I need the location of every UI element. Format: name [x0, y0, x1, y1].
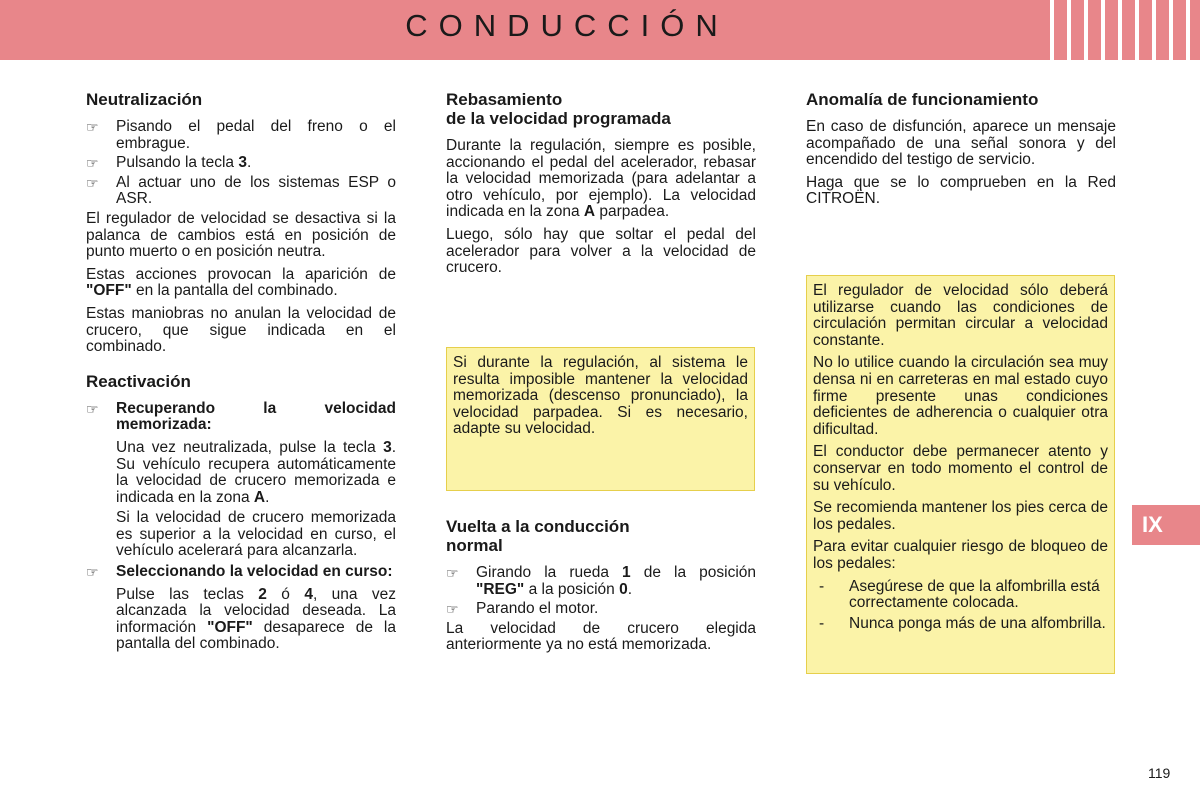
note-box: [446, 347, 755, 491]
heading-neutralizacion: Neutralización: [86, 90, 203, 109]
column-left: [86, 90, 396, 657]
list-item: - Asegúrese de que la alfombrilla está correctamente colocada.: [819, 577, 1100, 612]
heading-reactivacion: Reactivación: [86, 371, 191, 391]
hand-pointer-icon: ☞: [86, 155, 99, 172]
list-item: ☞ Girando la rueda 1 de la posición "REG" a la posición 0.: [446, 564, 756, 598]
header-stripe: [1118, 0, 1122, 60]
heading-rebasamiento: Rebasamiento de la velocidad programada: [446, 90, 671, 128]
header-stripe: [1152, 0, 1156, 60]
warning-box: [806, 275, 1115, 674]
paragraph: En caso de disfunción, aparece un mensaje acompañado de una señal sonora y del encendido del testigo de servicio.: [806, 118, 1116, 169]
paragraph: Estas maniobras no anulan la velocidad de crucero, que sigue indicada en el combinado.: [86, 304, 396, 356]
hand-pointer-icon: ☞: [86, 119, 99, 135]
header-stripe: [1050, 0, 1054, 60]
page-title: CONDUCCIÓN: [405, 8, 729, 43]
paragraph: Una vez neutralizada, pulse la tecla 3. Su vehículo recupera automáticamente la velocidad de crucero memorizada e indicada en la zona A.: [116, 438, 396, 506]
paragraph: Estas acciones provocan la aparición de "OFF" en la pantalla del combinado.: [86, 265, 396, 300]
paragraph: Pulse las teclas 2 ó 4, una vez alcanzada la velocidad deseada. La información "OFF" desaparece de la pantalla del combinado.: [116, 585, 397, 653]
hand-pointer-icon: ☞: [86, 564, 99, 581]
note-text: Si durante la regulación, al sistema le resulta imposible mantener la velocidad memorizada (descenso pronunciado), la velocidad parpadea. Si es necesario, adapte su velocidad.: [453, 354, 748, 438]
header-stripe: [1169, 0, 1173, 60]
list-item: ☞ Pulsando la tecla 3.: [86, 154, 252, 172]
header-stripe: [1135, 0, 1139, 60]
header-stripe: [1067, 0, 1071, 60]
hand-pointer-icon: ☞: [446, 601, 459, 618]
paragraph: Luego, sólo hay que soltar el pedal del acelerador para volver a la velocidad de crucero.: [446, 225, 756, 277]
header-stripe: [1101, 0, 1105, 60]
header-stripe: [1186, 0, 1190, 60]
column-right: [806, 90, 1116, 214]
list-item: ☞ Parando el motor.: [446, 600, 599, 618]
paragraph: La velocidad de crucero elegida anteriormente ya no está memorizada.: [446, 619, 756, 654]
header-stripe: [1084, 0, 1088, 60]
hand-pointer-icon: ☞: [446, 565, 459, 581]
heading-vuelta: Vuelta a la conducción normal: [446, 517, 630, 555]
list-item: ☞ Pisando el pedal del freno o el embrague.: [86, 118, 396, 152]
list-item: - Nunca ponga más de una alfombrilla.: [819, 614, 1106, 632]
list-item: ☞ Al actuar uno de los sistemas ESP o ASR.: [86, 173, 396, 208]
note-text: Para evitar cualquier riesgo de bloqueo de los pedales:: [813, 538, 1108, 572]
list-item: ☞ Seleccionando la velocidad en curso:: [86, 563, 393, 581]
paragraph: Durante la regulación, siempre es posible, accionando el pedal del acelerador, rebasar la velocidad memorizada (para adelantar a otro vehículo, por ejemplo). La velocidad indicada en la zona A parpadea.: [446, 137, 756, 221]
paragraph: Haga que se lo comprueben en la Red CITROËN.: [806, 173, 1116, 208]
hand-pointer-icon: ☞: [86, 400, 99, 417]
column-middle-lower: [446, 517, 756, 660]
note-text: No lo utilice cuando la circulación sea muy densa ni en carreteras en mal estado cuyo firme presente unas condiciones deficientes de adherencia o cualquier otra dificultad.: [813, 354, 1108, 438]
column-middle: [446, 90, 756, 283]
paragraph: El regulador de velocidad se desactiva si la palanca de cambios está en posición de punto muerto o en posición neutra.: [86, 209, 396, 261]
note-text: Se recomienda mantener los pies cerca de los pedales.: [813, 499, 1108, 533]
note-text: El regulador de velocidad sólo deberá utilizarse cuando las condiciones de circulación permitan circular a velocidad constante.: [813, 282, 1108, 349]
heading-anomalia: Anomalía de funcionamiento: [806, 90, 1039, 109]
page-number: 119: [1148, 765, 1171, 781]
hand-pointer-icon: ☞: [86, 174, 99, 191]
note-text: El conductor debe permanecer atento y conservar en todo momento el control de su vehículo.: [813, 443, 1108, 494]
paragraph: Si la velocidad de crucero memorizada es superior a la velocidad en curso, el vehículo acelerará para alcanzarla.: [116, 509, 396, 560]
list-item: ☞ Recuperando la velocidad memorizada:: [86, 399, 396, 434]
chapter-tab: IX: [1132, 505, 1200, 545]
